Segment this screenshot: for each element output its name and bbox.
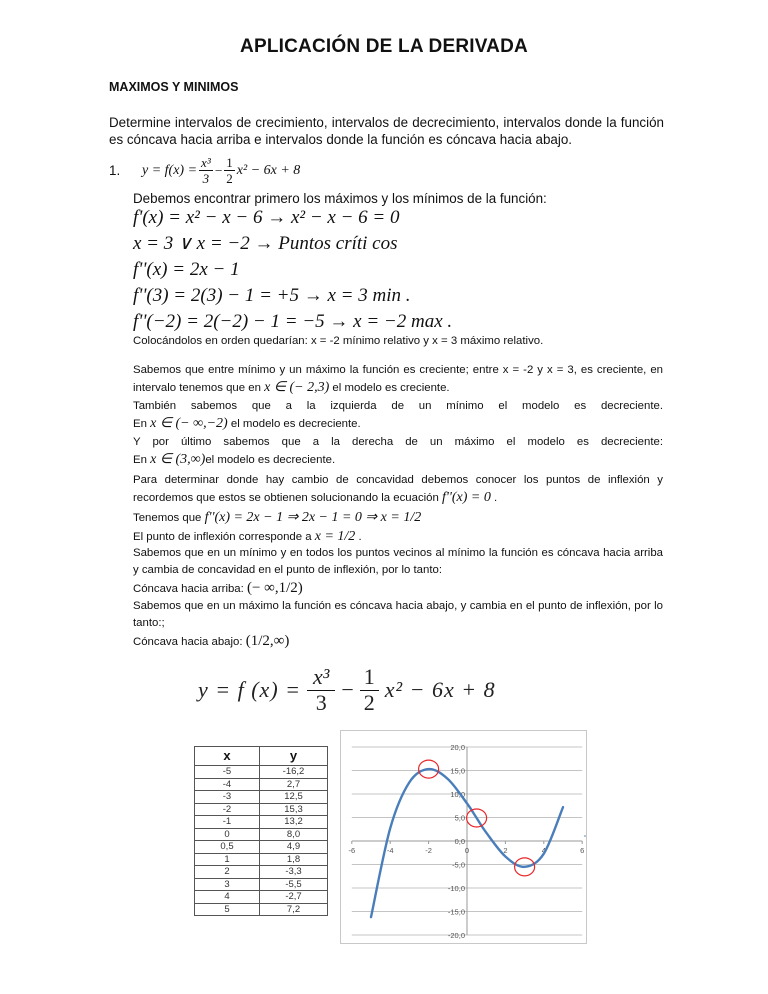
minus-sign: − <box>214 162 223 178</box>
chart-canvas <box>341 731 586 943</box>
table-row: 2 -3,3 <box>195 866 328 879</box>
header-y: y <box>260 747 328 766</box>
table-row: 0 8,0 <box>195 828 328 841</box>
table-row: -2 15,3 <box>195 803 328 816</box>
y-tick-label: 5,0 <box>454 813 465 823</box>
table-header-row <box>195 747 328 766</box>
interval-decreasing-left: x ∈ (− ∞,−2) <box>150 416 228 431</box>
x-tick-label: -2 <box>425 846 432 855</box>
math-line-second-derivative: f''(x) = 2x − 1 <box>133 259 240 280</box>
table-row: 5 7,2 <box>195 903 328 916</box>
fraction-1-over-2: $\frac{1}{2}$ <box>226 154 233 186</box>
math-line-eval-3: f''(3) = 2(3) − 1 = +5 → x = 3 min . <box>133 285 411 306</box>
y-tick-label: -5,0 <box>452 860 465 870</box>
concave-up-line: Cóncava hacia arriba: (− ∞,1/2) <box>133 580 303 596</box>
concavity-paragraph-1: Para determinar donde hay cambio de concavidad debemos conocer los puntos de inflexión y recordemos que estos se obtienen solucionando la ecuación f''(x) = 0 . <box>133 474 663 505</box>
growth-paragraph-1: Sabemos que entre mínimo y un máximo la función es creciente; entre x = -2 y x = 3, es creciente, en intervalo tenemos que en x ∈ (− 2,3) el modelo es creciente. <box>133 364 663 395</box>
concavity-paragraph-3: El punto de inflexión corresponde a x = 1/2 . <box>133 529 362 544</box>
x-tick-label: -4 <box>386 846 394 855</box>
intro-paragraph: Determine intervalos de crecimiento, intervalos de decrecimiento, intervalos donde la función es cóncava hacia arriba e intervalos donde la función es cóncava hacia abajo. <box>109 115 664 147</box>
y-tick-label: 15,0 <box>450 766 465 776</box>
fraction-x3-over-3: $\frac{\text{x³}}{3}$ <box>201 154 211 186</box>
table-row: 1 1,8 <box>195 853 328 866</box>
math-line-critical-points: x = 3 ∨ x = −2 → Puntos críti cos <box>133 233 398 254</box>
table-row: -3 12,5 <box>195 791 328 804</box>
math-line-derivative: f'(x) = x² − x − 6 → x² − x − 6 = 0 <box>133 207 400 228</box>
interval-increasing: x ∈ (− 2,3) <box>264 380 330 395</box>
concave-down-line: Cóncava hacia abajo: (1/2,∞) <box>133 633 290 649</box>
table-row: -4 2,7 <box>195 778 328 791</box>
concave-up-interval: (− ∞,1/2) <box>246 580 303 596</box>
table-row: 0,5 4,9 <box>195 841 328 854</box>
legend-marker <box>584 835 586 837</box>
inflection-equation: f''(x) = 0 <box>442 490 491 505</box>
header-x: x <box>195 747 260 766</box>
growth-paragraph-2: También sabemos que a la izquierda de un mínimo el modelo es decreciente. En x ∈ (− ∞,−2) el modelo es decreciente. <box>133 400 663 431</box>
y-tick-label: -10,0 <box>447 884 465 893</box>
section-heading: MAXIMOS Y MINIMOS <box>109 80 239 94</box>
document-title: APLICACIÓN DE LA DERIVADA <box>240 36 528 57</box>
values-table <box>194 746 328 916</box>
problem-number: 1. <box>109 162 121 178</box>
y-tick-label: 0,0 <box>454 837 465 846</box>
x-tick-label: 4 <box>541 846 546 855</box>
problem-equation-rest: x² − 6x + 8 <box>236 162 301 178</box>
concavity-paragraph-4: Sabemos que en un mínimo y en todos los puntos vecinos al mínimo la función es cóncava hacia arriba y cambia de concavidad en el punto de inflexión, por lo tanto: <box>133 547 663 576</box>
x-tick-label: 2 <box>503 846 508 855</box>
step-intro: Debemos encontrar primero los máximos y los mínimos de la función: <box>133 191 547 206</box>
y-tick-label: -15,0 <box>447 907 465 917</box>
order-note: Colocándolos en orden quedarían: x = -2 mínimo relativo y x = 3 máximo relativo. <box>133 335 544 347</box>
large-fraction-1-over-2: $\frac{1}{2}$ <box>360 666 379 714</box>
table-row: -5 -16,2 <box>195 766 328 779</box>
function-chart <box>340 730 587 944</box>
growth-paragraph-3: Y por último sabemos que a la derecha de un máximo el modelo es decreciente: En x ∈ (3,∞)el modelo es decreciente. <box>133 436 663 467</box>
concavity-paragraph-5: Sabemos que en un máximo la función es cóncava hacia abajo, y cambia en el punto de inflexión, por lo tanto:; <box>133 600 663 629</box>
math-line-eval-neg2: f''(−2) = 2(−2) − 1 = −5 → x = −2 max . <box>133 311 453 332</box>
problem-1 <box>109 150 300 190</box>
concavity-paragraph-2: Tenemos que f''(x) = 2x − 1 ⇒ 2x − 1 = 0 ⇒ x = 1/2 <box>133 510 422 525</box>
problem-equation-lhs: y = f(x) = <box>142 162 198 178</box>
x-tick-label: 0 <box>464 846 470 855</box>
table-row: 4 -2,7 <box>195 891 328 904</box>
y-tick-label: 10,0 <box>450 790 465 799</box>
function-equation-large: y = f (x) = $\frac{\text{x³}}{3}$ − $\frac{1}{2}$ x² − 6x + 8 <box>198 664 496 715</box>
x-tick-label: 6 <box>580 846 585 855</box>
y-tick-label: -20,0 <box>447 931 465 940</box>
interval-decreasing-right: x ∈ (3,∞) <box>150 452 206 467</box>
large-fraction-x3-over-3: $\frac{\text{x³}}{3}$ <box>307 666 335 714</box>
inflection-solution: f''(x) = 2x − 1 ⇒ 2x − 1 = 0 ⇒ x = 1/2 <box>204 510 422 525</box>
concave-down-interval: (1/2,∞) <box>245 633 290 649</box>
table-row: 3 -5,5 <box>195 878 328 891</box>
y-tick-label: 20,0 <box>450 743 465 752</box>
table-row: -1 13,2 <box>195 816 328 829</box>
inflection-point: x = 1/2 <box>314 529 356 544</box>
x-tick-label: -6 <box>348 846 356 855</box>
